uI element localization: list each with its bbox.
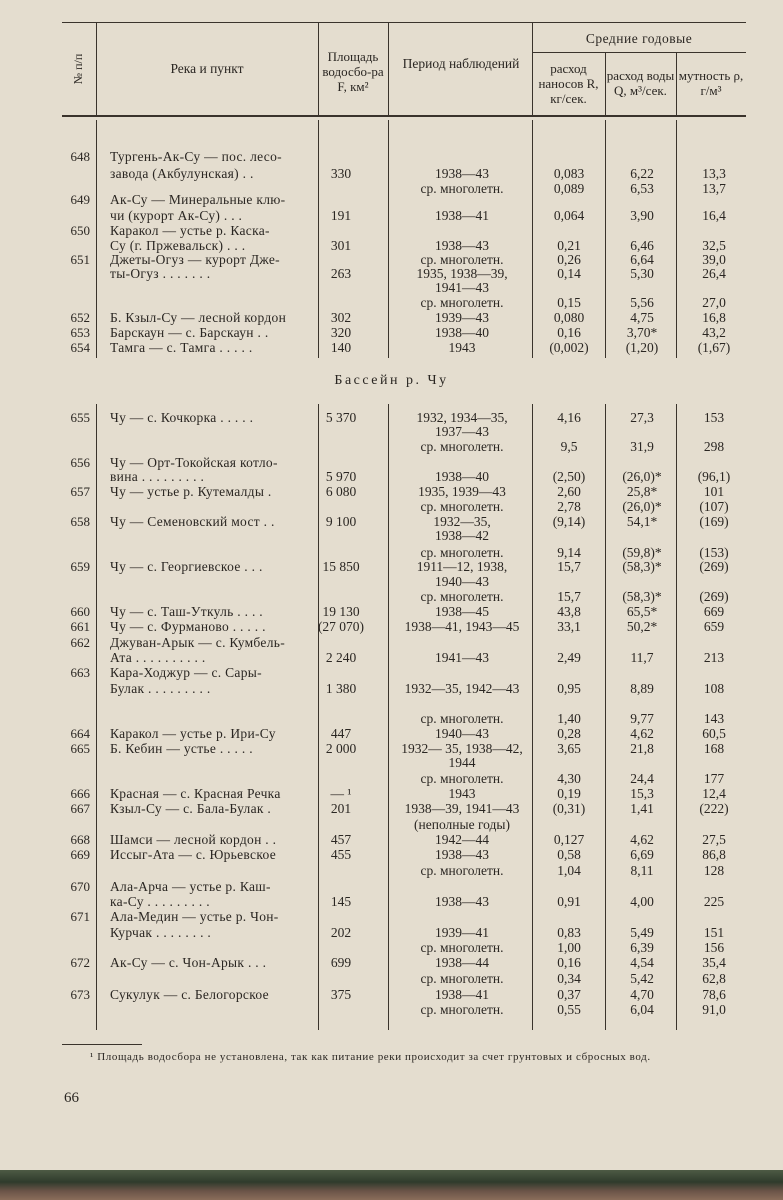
water-discharge: 21,8: [630, 741, 654, 756]
row-number: 670: [70, 879, 90, 894]
table-row: [0, 800, 783, 817]
water-discharge: 6,64: [630, 252, 654, 267]
water-discharge: 6,69: [630, 847, 654, 862]
water-discharge: 8,11: [630, 863, 654, 878]
footnote-rule: [62, 1044, 142, 1045]
row-number: 660: [70, 604, 90, 619]
turbidity: (153): [699, 545, 729, 560]
sediment-discharge: 2,78: [557, 499, 581, 514]
row-number: 672: [70, 955, 90, 970]
observation-period: 1942—44: [435, 832, 489, 847]
catchment-area: 302: [330, 310, 352, 325]
turbidity: 78,6: [702, 987, 726, 1002]
sediment-discharge: 15,7: [557, 559, 581, 574]
observation-period: 1940—43: [435, 574, 489, 589]
river-station: Ала-Арча — устье р. Каш-: [110, 879, 271, 894]
table-row: [0, 339, 783, 356]
water-discharge: (58,3)*: [622, 559, 662, 574]
water-discharge: (1,20): [625, 340, 659, 355]
sediment-discharge: 0,19: [557, 786, 581, 801]
sediment-discharge: 4,16: [557, 410, 581, 425]
water-discharge: 54,1*: [626, 514, 658, 529]
observation-period: ср. многолетн.: [420, 1002, 504, 1017]
water-discharge: 24,4: [630, 771, 654, 786]
catchment-area: 2 000: [325, 741, 357, 756]
turbidity: 39,0: [702, 252, 726, 267]
turbidity: (96,1): [697, 469, 731, 484]
sediment-discharge: 43,8: [557, 604, 581, 619]
water-discharge: (26,0)*: [622, 499, 662, 514]
sediment-discharge: 4,30: [557, 771, 581, 786]
row-number: 648: [70, 149, 90, 164]
river-station: Иссыг-Ата — с. Юрьевское: [110, 847, 277, 862]
sediment-discharge: 9,5: [560, 439, 578, 454]
observation-period: 1938—43: [435, 238, 489, 253]
river-station: чи (курорт Ак-Су) . . .: [110, 208, 243, 223]
observation-period: 1938—40: [435, 469, 489, 484]
section-title: Бассейн р. Чу: [334, 373, 449, 388]
table-row: [0, 148, 783, 165]
observation-period: 1944: [448, 755, 476, 770]
header-period: Период наблюдений: [402, 55, 520, 71]
sediment-discharge: 1,04: [557, 863, 581, 878]
sediment-discharge: 0,083: [553, 166, 585, 181]
catchment-area: (27 070): [317, 619, 365, 634]
water-discharge: (26,0)*: [622, 469, 662, 484]
catchment-area: 1 380: [325, 681, 357, 696]
observation-period: 1938—43: [435, 894, 489, 909]
catchment-area: — ¹: [330, 786, 352, 801]
row-number: 663: [70, 665, 90, 680]
river-station: Кзыл-Су — с. Бала-Булак .: [110, 801, 272, 816]
catchment-area: 699: [330, 955, 352, 970]
table-row: [0, 908, 783, 925]
turbidity: 27,5: [702, 832, 726, 847]
water-discharge: 4,00: [630, 894, 654, 909]
header-discharge: расход воды Q, м³/сек.: [606, 68, 675, 98]
sediment-discharge: 0,83: [557, 925, 581, 940]
water-discharge: 6,22: [630, 166, 654, 181]
catchment-area: 320: [330, 325, 352, 340]
water-discharge: 25,8*: [626, 484, 658, 499]
water-discharge: 4,70: [630, 987, 654, 1002]
table-row: [0, 1001, 783, 1018]
catchment-area: 19 130: [322, 604, 360, 619]
row-number: 658: [70, 514, 90, 529]
turbidity: 27,0: [702, 295, 726, 310]
sediment-discharge: 1,00: [557, 940, 581, 955]
row-number: 669: [70, 847, 90, 862]
turbidity: 156: [703, 940, 725, 955]
row-number: 652: [70, 310, 90, 325]
catchment-area: 15 850: [322, 559, 360, 574]
sediment-discharge: 0,21: [557, 238, 581, 253]
turbidity: 86,8: [702, 847, 726, 862]
turbidity: 16,8: [702, 310, 726, 325]
water-discharge: 6,39: [630, 940, 654, 955]
observation-period: ср. многолетн.: [420, 295, 504, 310]
observation-period: ср. многолетн.: [420, 439, 504, 454]
catchment-area: 9 100: [325, 514, 357, 529]
book-cover-edge: [0, 1170, 783, 1200]
river-station: Кара-Ходжур — с. Сары-: [110, 665, 262, 680]
river-station: Булак . . . . . . . . .: [110, 681, 211, 696]
row-number: 659: [70, 559, 90, 574]
sediment-discharge: 0,15: [557, 295, 581, 310]
observation-period: 1938—41, 1943—45: [404, 619, 520, 634]
water-discharge: 5,56: [630, 295, 654, 310]
water-discharge: 5,30: [630, 266, 654, 281]
observation-period: 1941—43: [435, 650, 489, 665]
row-number: 650: [70, 223, 90, 238]
catchment-area: 375: [330, 987, 352, 1002]
table-header: [62, 22, 746, 117]
turbidity: 659: [703, 619, 725, 634]
row-number: 649: [70, 192, 90, 207]
river-station: Б. Кзыл-Су — лесной кордон: [110, 310, 287, 325]
river-station: Б. Кебин — устье . . . . .: [110, 741, 253, 756]
turbidity: (269): [699, 589, 729, 604]
river-station: завода (Акбулунская) . .: [110, 166, 254, 181]
row-number: 673: [70, 987, 90, 1002]
turbidity: 60,5: [702, 726, 726, 741]
sediment-discharge: 1,40: [557, 711, 581, 726]
sediment-discharge: 0,089: [553, 181, 585, 196]
turbidity: 108: [703, 681, 725, 696]
table-row: [0, 680, 783, 697]
river-station: вина . . . . . . . . .: [110, 469, 205, 484]
sediment-discharge: 0,16: [557, 955, 581, 970]
observation-period: ср. многолетн.: [420, 499, 504, 514]
river-station: Сукулук — с. Белогорское: [110, 987, 269, 1002]
turbidity: 298: [703, 439, 725, 454]
sediment-discharge: 0,34: [557, 971, 581, 986]
row-number: 664: [70, 726, 90, 741]
observation-period: ср. многолетн.: [420, 711, 504, 726]
sediment-discharge: 33,1: [557, 619, 581, 634]
observation-period: 1938—43: [435, 166, 489, 181]
table-row: [0, 527, 783, 544]
table-row: [0, 664, 783, 681]
turbidity: (222): [699, 801, 729, 816]
turbidity: 16,4: [702, 208, 726, 223]
river-station: Чу — с. Георгиевское . . .: [110, 559, 263, 574]
table-row: [0, 970, 783, 987]
turbidity: 91,0: [702, 1002, 726, 1017]
catchment-area: 145: [330, 894, 352, 909]
header-sediment: расход наносов R, кг/сек.: [538, 60, 599, 106]
river-station: Джеты-Огуз — курорт Дже-: [110, 252, 280, 267]
water-discharge: 6,04: [630, 1002, 654, 1017]
sediment-discharge: 3,65: [557, 741, 581, 756]
water-discharge: 9,77: [630, 711, 654, 726]
row-number: 656: [70, 455, 90, 470]
turbidity: 26,4: [702, 266, 726, 281]
water-discharge: (58,3)*: [622, 589, 662, 604]
turbidity: 213: [703, 650, 725, 665]
row-number: 655: [70, 410, 90, 425]
sediment-discharge: 0,28: [557, 726, 581, 741]
observation-period: ср. многолетн.: [420, 181, 504, 196]
turbidity: (169): [699, 514, 729, 529]
catchment-area: 455: [330, 847, 352, 862]
observation-period: ср. многолетн.: [420, 940, 504, 955]
turbidity: 128: [703, 863, 725, 878]
catchment-area: 202: [330, 925, 352, 940]
sediment-discharge: 15,7: [557, 589, 581, 604]
turbidity: 12,4: [702, 786, 726, 801]
sediment-discharge: 0,127: [553, 832, 585, 847]
water-discharge: 4,75: [630, 310, 654, 325]
sediment-discharge: 2,60: [557, 484, 581, 499]
observation-period: 1941—43: [435, 280, 489, 295]
observation-period: 1932— 35, 1938—42,: [401, 741, 523, 756]
river-station: Курчак . . . . . . . .: [110, 925, 212, 940]
sediment-discharge: 0,37: [557, 987, 581, 1002]
water-discharge: 6,46: [630, 238, 654, 253]
turbidity: 669: [703, 604, 725, 619]
river-station: ты-Огуз . . . . . . .: [110, 266, 211, 281]
sediment-discharge: 0,95: [557, 681, 581, 696]
table-row: [0, 191, 783, 208]
observation-period: ср. многолетн.: [420, 589, 504, 604]
river-station: Тамга — с. Тамга . . . . .: [110, 340, 253, 355]
river-station: ка-Су . . . . . . . . .: [110, 894, 210, 909]
observation-period: 1943: [448, 340, 476, 355]
header-area: Площадь водосбо-ра F, км²: [322, 48, 384, 94]
observation-period: 1938—45: [435, 604, 489, 619]
river-station: Су (г. Пржевальск) . . .: [110, 238, 246, 253]
row-number: 651: [70, 252, 90, 267]
catchment-area: 457: [330, 832, 352, 847]
river-station: Ак-Су — Минеральные клю-: [110, 192, 286, 207]
water-discharge: 6,53: [630, 181, 654, 196]
water-discharge: 65,5*: [626, 604, 658, 619]
water-discharge: 5,42: [630, 971, 654, 986]
table-row: [0, 954, 783, 971]
sediment-discharge: 0,064: [553, 208, 585, 223]
sediment-discharge: 0,16: [557, 325, 581, 340]
observation-period: ср. многолетн.: [420, 252, 504, 267]
catchment-area: 330: [330, 166, 352, 181]
turbidity: 62,8: [702, 971, 726, 986]
river-station: Ала-Медин — устье р. Чон-: [110, 909, 279, 924]
table-row: [0, 862, 783, 879]
sediment-discharge: 9,14: [557, 545, 581, 560]
river-station: Барскаун — с. Барскаун . .: [110, 325, 269, 340]
observation-period: 1932—35, 1942—43: [404, 681, 520, 696]
water-discharge: 11,7: [630, 650, 654, 665]
observation-period: 1932—35,: [433, 514, 491, 529]
header-turbidity: мутность ρ, г/м³: [678, 68, 744, 98]
observation-period: 1935, 1938—39,: [416, 266, 508, 281]
sediment-discharge: (9,14): [552, 514, 586, 529]
row-number: 657: [70, 484, 90, 499]
table-row: [0, 846, 783, 863]
catchment-area: 6 080: [325, 484, 357, 499]
catchment-area: 301: [330, 238, 352, 253]
turbidity: 43,2: [702, 325, 726, 340]
river-station: Красная — с. Красная Речка: [110, 786, 281, 801]
river-station: Чу — с. Таш-Уткуль . . . .: [110, 604, 263, 619]
turbidity: (269): [699, 559, 729, 574]
observation-period: 1938—41: [435, 208, 489, 223]
observation-period: 1940—43: [435, 726, 489, 741]
observation-period: 1932, 1934—35,: [416, 410, 508, 425]
river-station: Каракол — устье р. Ири-Су: [110, 726, 276, 741]
row-number: 661: [70, 619, 90, 634]
turbidity: 168: [703, 741, 725, 756]
observation-period: 1939—41: [435, 925, 489, 940]
turbidity: (107): [699, 499, 729, 514]
row-number: 671: [70, 909, 90, 924]
sediment-discharge: 2,49: [557, 650, 581, 665]
turbidity: 32,5: [702, 238, 726, 253]
page-number: 66: [64, 1090, 79, 1106]
river-station: Чу — с. Фурманово . . . . .: [110, 619, 266, 634]
catchment-area: 5 370: [325, 410, 357, 425]
turbidity: 101: [703, 484, 725, 499]
water-discharge: 3,90: [630, 208, 654, 223]
turbidity: (1,67): [697, 340, 731, 355]
catchment-area: 191: [330, 208, 352, 223]
catchment-area: 263: [330, 266, 352, 281]
water-discharge: 8,89: [630, 681, 654, 696]
sediment-discharge: 0,26: [557, 252, 581, 267]
catchment-area: 447: [330, 726, 352, 741]
table-row: [0, 438, 783, 455]
turbidity: 153: [703, 410, 725, 425]
catchment-area: 140: [330, 340, 352, 355]
observation-period: 1938—41: [435, 987, 489, 1002]
observation-period: ср. многолетн.: [420, 863, 504, 878]
water-discharge: (59,8)*: [622, 545, 662, 560]
catchment-area: 201: [330, 801, 352, 816]
observation-period: (неполные годы): [414, 817, 510, 832]
row-number: 668: [70, 832, 90, 847]
turbidity: 35,4: [702, 955, 726, 970]
river-station: Чу — устье р. Кутемалды .: [110, 484, 272, 499]
header-group: Средние годовые: [585, 30, 693, 46]
water-discharge: 4,62: [630, 832, 654, 847]
water-discharge: 31,9: [630, 439, 654, 454]
water-discharge: 27,3: [630, 410, 654, 425]
observation-period: 1938—39, 1941—43: [404, 801, 520, 816]
row-number: 666: [70, 786, 90, 801]
observation-period: 1937—43: [435, 424, 489, 439]
observation-period: 1938—43: [435, 847, 489, 862]
sediment-discharge: 0,080: [553, 310, 585, 325]
observation-period: ср. многолетн.: [420, 971, 504, 986]
turbidity: 225: [703, 894, 725, 909]
catchment-area: 5 970: [325, 469, 357, 484]
table-row: [0, 754, 783, 771]
observation-period: 1938—42: [435, 528, 489, 543]
water-discharge: 1,41: [630, 801, 654, 816]
observation-period: 1938—40: [435, 325, 489, 340]
turbidity: 143: [703, 711, 725, 726]
observation-period: ср. многолетн.: [420, 545, 504, 560]
turbidity: 177: [703, 771, 725, 786]
observation-period: ср. многолетн.: [420, 771, 504, 786]
row-number: 653: [70, 325, 90, 340]
row-number: 654: [70, 340, 90, 355]
water-discharge: 4,54: [630, 955, 654, 970]
observation-period: 1911—12, 1938,: [416, 559, 508, 574]
turbidity: 13,3: [702, 166, 726, 181]
river-station: Чу — Орт-Токойская котло-: [110, 455, 278, 470]
sediment-discharge: 0,55: [557, 1002, 581, 1017]
water-discharge: 5,49: [630, 925, 654, 940]
turbidity: 13,7: [702, 181, 726, 196]
catchment-area: 2 240: [325, 650, 357, 665]
turbidity: 151: [703, 925, 725, 940]
observation-period: 1938—44: [435, 955, 489, 970]
river-station: Шамси — лесной кордон . .: [110, 832, 277, 847]
header-river: Река и пункт: [170, 60, 244, 76]
river-station: Чу — с. Кочкорка . . . . .: [110, 410, 254, 425]
row-number: 667: [70, 801, 90, 816]
river-station: Ак-Су — с. Чон-Арык . . .: [110, 955, 267, 970]
river-station: Каракол — устье р. Каска-: [110, 223, 270, 238]
sediment-discharge: 0,91: [557, 894, 581, 909]
footnote: ¹ Площадь водосбора не установлена, так как питание реки происходит за счет грунтовых и сбросных вод.: [90, 1051, 651, 1063]
water-discharge: 3,70*: [626, 325, 658, 340]
header-number: № п/п: [71, 53, 85, 85]
table-row: [0, 618, 783, 635]
river-station: Джуван-Арык — с. Кумбель-: [110, 635, 285, 650]
row-number: 662: [70, 635, 90, 650]
observation-period: 1943: [448, 786, 476, 801]
sediment-discharge: 0,58: [557, 847, 581, 862]
sediment-discharge: (2,50): [552, 469, 586, 484]
sediment-discharge: (0,31): [552, 801, 586, 816]
water-discharge: 15,3: [630, 786, 654, 801]
river-station: Ата . . . . . . . . . .: [110, 650, 206, 665]
water-discharge: 50,2*: [626, 619, 658, 634]
row-number: 665: [70, 741, 90, 756]
sediment-discharge: 0,14: [557, 266, 581, 281]
river-station: Чу — Семеновский мост . .: [110, 514, 275, 529]
observation-period: 1939—43: [435, 310, 489, 325]
observation-period: 1935, 1939—43: [418, 484, 506, 499]
water-discharge: 4,62: [630, 726, 654, 741]
sediment-discharge: (0,002): [549, 340, 589, 355]
river-station: Тургень-Ак-Су — пос. лесо-: [110, 149, 282, 164]
